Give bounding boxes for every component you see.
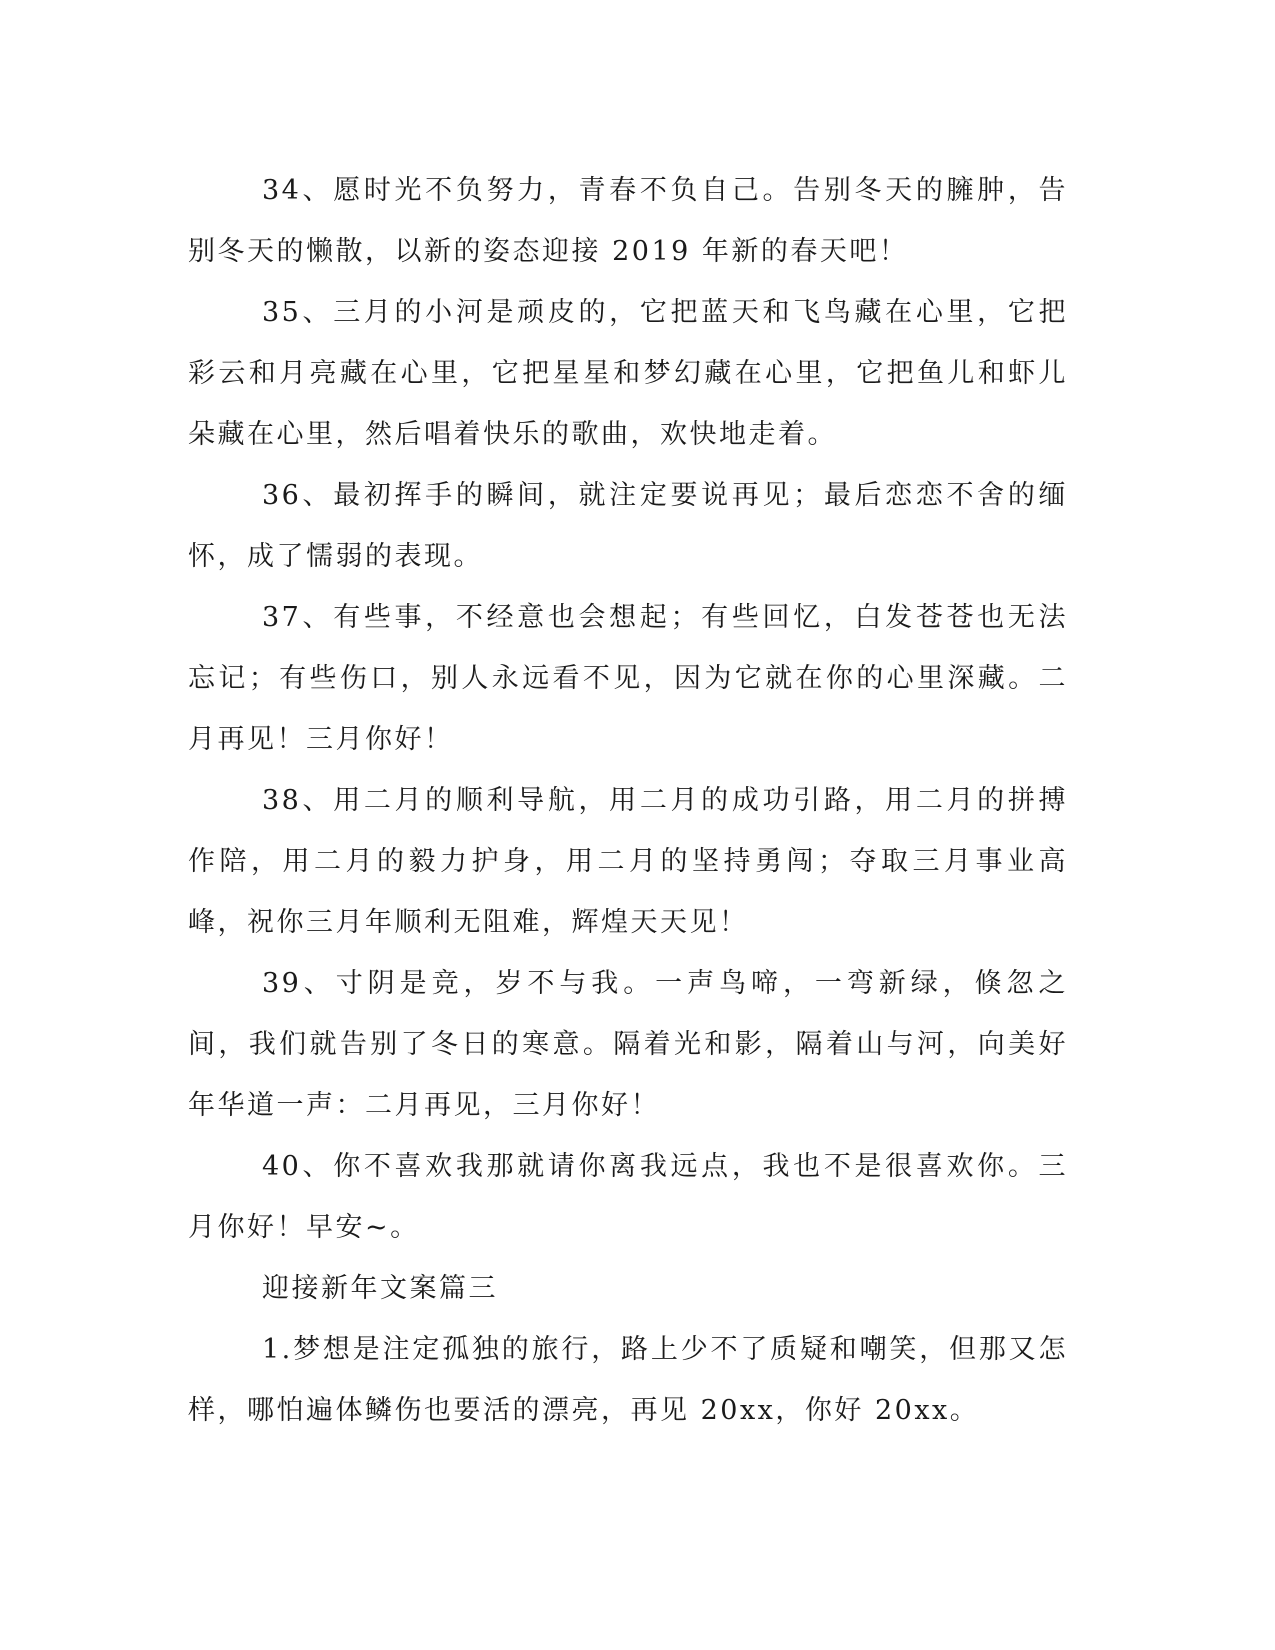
paragraph-38: 38、用二月的顺利导航，用二月的成功引路，用二月的拼搏作陪，用二月的毅力护身，用二月的坚持勇闯；夺取三月事业高峰，祝你三月年顺利无阻难，辉煌天天见！	[188, 785, 1068, 938]
paragraph-37: 37、有些事，不经意也会想起；有些回忆，白发苍苍也无法忘记；有些伤口，别人永远看不见，因为它就在你的心里深藏。二月再见！三月你好！	[188, 602, 1068, 755]
paragraph-36: 36、最初挥手的瞬间，就注定要说再见；最后恋恋不舍的缅怀，成了懦弱的表现。	[188, 480, 1068, 572]
paragraph-39: 39、寸阴是竞，岁不与我。一声鸟啼，一弯新绿，倏忽之间，我们就告别了冬日的寒意。隔着光和影，隔着山与河，向美好年华道一声：二月再见，三月你好！	[188, 968, 1068, 1121]
paragraph-34: 34、愿时光不负努力，青春不负自己。告别冬天的臃肿，告别冬天的懒散，以新的姿态迎接 2019 年新的春天吧！	[188, 175, 1068, 267]
paragraph-40: 40、你不喜欢我那就请你离我远点，我也不是很喜欢你。三月你好！早安~。	[188, 1151, 1068, 1243]
document-body	[188, 160, 1068, 1441]
section-paragraph-1: 1.梦想是注定孤独的旅行，路上少不了质疑和嘲笑，但那又怎样，哪怕遍体鳞伤也要活的漂亮，再见 20xx，你好 20xx。	[188, 1334, 1068, 1426]
paragraph-35: 35、三月的小河是顽皮的，它把蓝天和飞鸟藏在心里，它把彩云和月亮藏在心里，它把星星和梦幻藏在心里，它把鱼儿和虾儿朵藏在心里，然后唱着快乐的歌曲，欢快地走着。	[188, 297, 1068, 450]
section-heading: 迎接新年文案篇三	[262, 1273, 498, 1304]
